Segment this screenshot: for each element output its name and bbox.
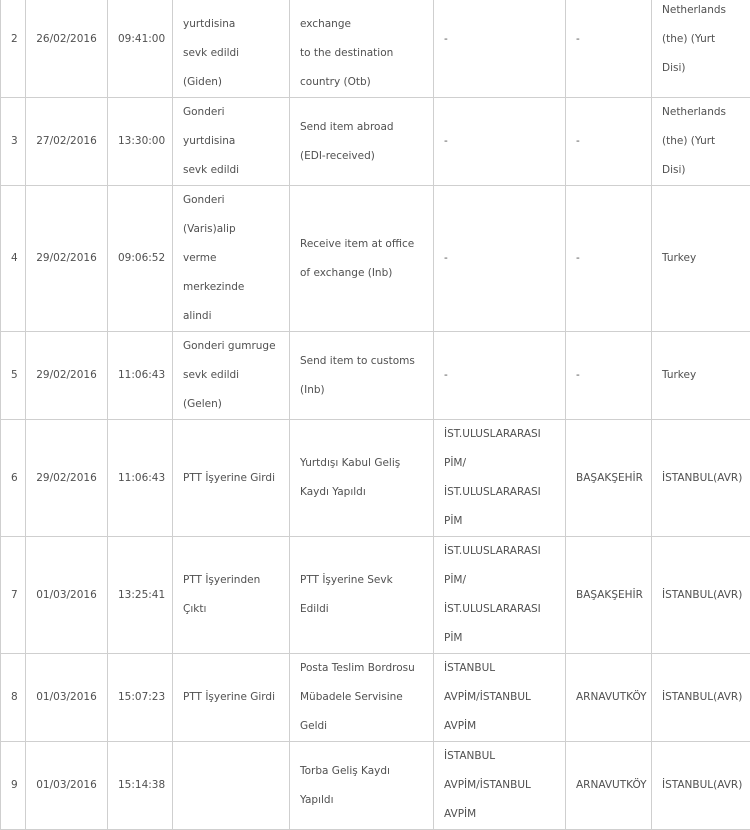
cell-event-tr	[173, 537, 290, 654]
cell-line: exchange	[300, 0, 423, 39]
cell-line: Çıktı	[183, 595, 279, 624]
cell-line: -	[576, 127, 641, 156]
cell-row-number: 5	[1, 332, 26, 420]
cell-line: İSTANBUL(AVR)	[662, 581, 742, 610]
table-row	[1, 98, 750, 186]
cell-city	[652, 654, 750, 742]
cell-row-number: 7	[1, 537, 26, 654]
cell-district	[566, 420, 652, 537]
cell-line: -	[444, 127, 555, 156]
cell-row-number: 2	[1, 0, 26, 98]
cell-line: Receive item at office	[300, 230, 423, 259]
cell-line: (the) (Yurt	[662, 127, 742, 156]
tracking-table-body	[1, 0, 750, 830]
cell-event-tr	[173, 654, 290, 742]
cell-event-en	[290, 186, 434, 332]
cell-event-en	[290, 537, 434, 654]
cell-line: Netherlands	[662, 0, 742, 25]
cell-line: of exchange (Inb)	[300, 259, 423, 288]
cell-time: 15:07:23	[108, 654, 173, 742]
cell-district	[566, 537, 652, 654]
cell-line: AVPİM/İSTANBUL	[444, 683, 555, 712]
cell-line: PİM	[444, 507, 555, 536]
cell-line: AVPİM/İSTANBUL	[444, 771, 555, 800]
cell-line: (Inb)	[300, 376, 423, 405]
cell-line: Netherlands	[662, 98, 742, 127]
cell-time: 13:25:41	[108, 537, 173, 654]
cell-line: İSTANBUL	[444, 742, 555, 771]
cell-event-tr	[173, 0, 290, 98]
cell-line: Yurtdışı Kabul Geliş	[300, 449, 423, 478]
cell-date: 29/02/2016	[26, 420, 108, 537]
cell-event-en	[290, 742, 434, 830]
cell-line: Disi)	[662, 54, 742, 83]
cell-time: 15:14:38	[108, 742, 173, 830]
cell-event-tr	[173, 332, 290, 420]
cell-event-en	[290, 420, 434, 537]
cell-office	[434, 742, 566, 830]
cell-line: sevk edildi	[183, 156, 279, 185]
cell-line: -	[576, 361, 641, 390]
cell-line: Send item to customs	[300, 347, 423, 376]
cell-city	[652, 98, 750, 186]
cell-city	[652, 537, 750, 654]
cell-row-number: 3	[1, 98, 26, 186]
cell-line: (the) (Yurt	[662, 25, 742, 54]
cell-line: İSTANBUL	[444, 654, 555, 683]
cell-time: 11:06:43	[108, 332, 173, 420]
table-row	[1, 0, 750, 98]
cell-event-tr	[173, 98, 290, 186]
cell-time: 13:30:00	[108, 98, 173, 186]
cell-district	[566, 742, 652, 830]
cell-line: Kaydı Yapıldı	[300, 478, 423, 507]
cell-city	[652, 0, 750, 98]
cell-line: PTT İşyerine Girdi	[183, 464, 279, 493]
cell-office	[434, 332, 566, 420]
cell-office	[434, 420, 566, 537]
cell-line: İST.ULUSLARARASI	[444, 420, 555, 449]
cell-city	[652, 186, 750, 332]
cell-line: -	[444, 361, 555, 390]
cell-office	[434, 186, 566, 332]
cell-line: Torba Geliş Kaydı Yapıldı	[300, 757, 423, 815]
cell-office	[434, 654, 566, 742]
cell-line: PTT İşyerinden	[183, 566, 279, 595]
cell-office	[434, 98, 566, 186]
cell-event-tr	[173, 742, 290, 830]
cell-date: 29/02/2016	[26, 186, 108, 332]
cell-line: Gonderi gumruge	[183, 332, 279, 361]
cell-district	[566, 186, 652, 332]
cell-date: 01/03/2016	[26, 537, 108, 654]
cell-city	[652, 420, 750, 537]
cell-line: country (Otb)	[300, 68, 423, 97]
cell-date: 26/02/2016	[26, 0, 108, 98]
cell-line: -	[576, 25, 641, 54]
cell-event-en	[290, 98, 434, 186]
cell-event-en	[290, 654, 434, 742]
cell-line: PTT İşyerine Girdi	[183, 683, 279, 712]
cell-line: PİM/İST.ULUSLARARASI	[444, 566, 555, 624]
cell-office	[434, 537, 566, 654]
cell-date: 29/02/2016	[26, 332, 108, 420]
cell-line: (EDI-received)	[300, 142, 423, 171]
cell-row-number: 4	[1, 186, 26, 332]
cell-line: verme merkezinde	[183, 244, 279, 302]
cell-line: yurtdisina	[183, 0, 279, 39]
cell-city	[652, 332, 750, 420]
cell-line: Posta Teslim Bordrosu	[300, 654, 423, 683]
cell-line: BAŞAKŞEHİR	[576, 464, 641, 493]
cell-line: -	[444, 244, 555, 273]
cell-line: İSTANBUL(AVR)	[662, 683, 742, 712]
cell-event-en	[290, 0, 434, 98]
cell-event-tr	[173, 420, 290, 537]
cell-row-number: 9	[1, 742, 26, 830]
cell-line: Mübadele Servisine Geldi	[300, 683, 423, 741]
cell-line: AVPİM	[444, 800, 555, 829]
cell-city	[652, 742, 750, 830]
table-row	[1, 332, 750, 420]
cell-line: Send item abroad	[300, 113, 423, 142]
cell-district	[566, 0, 652, 98]
cell-line: sevk edildi (Giden)	[183, 39, 279, 97]
cell-time: 11:06:43	[108, 420, 173, 537]
cell-date: 27/02/2016	[26, 98, 108, 186]
cell-line: İSTANBUL(AVR)	[662, 771, 742, 800]
table-row	[1, 186, 750, 332]
cell-line: İST.ULUSLARARASI	[444, 537, 555, 566]
cell-line: Turkey	[662, 361, 742, 390]
cell-line: PİM	[444, 624, 555, 653]
cell-date: 01/03/2016	[26, 742, 108, 830]
cell-office	[434, 0, 566, 98]
cell-line: İSTANBUL(AVR)	[662, 464, 742, 493]
cell-line: Turkey	[662, 244, 742, 273]
cell-date: 01/03/2016	[26, 654, 108, 742]
cell-line: Gonderi yurtdisina	[183, 98, 279, 156]
cell-line: AVPİM	[444, 712, 555, 741]
cell-line: BAŞAKŞEHİR	[576, 581, 641, 610]
cell-time: 09:41:00	[108, 0, 173, 98]
cell-line: ARNAVUTKÖY	[576, 771, 641, 800]
cell-line: to the destination	[300, 39, 423, 68]
cell-event-tr	[173, 186, 290, 332]
table-row	[1, 742, 750, 830]
cell-time: 09:06:52	[108, 186, 173, 332]
cell-line: ARNAVUTKÖY	[576, 683, 641, 712]
cell-line: alindi	[183, 302, 279, 331]
table-row	[1, 654, 750, 742]
cell-line: PİM/İST.ULUSLARARASI	[444, 449, 555, 507]
cell-line: Gonderi (Varis)alip	[183, 186, 279, 244]
table-row	[1, 537, 750, 654]
cell-line: -	[444, 25, 555, 54]
table-row	[1, 420, 750, 537]
cell-line: Disi)	[662, 156, 742, 185]
cell-district	[566, 98, 652, 186]
cell-line: sevk edildi (Gelen)	[183, 361, 279, 419]
cell-district	[566, 654, 652, 742]
cell-line: -	[576, 244, 641, 273]
cell-district	[566, 332, 652, 420]
cell-line: PTT İşyerine Sevk Edildi	[300, 566, 423, 624]
cell-row-number: 6	[1, 420, 26, 537]
cell-event-en	[290, 332, 434, 420]
cell-row-number: 8	[1, 654, 26, 742]
